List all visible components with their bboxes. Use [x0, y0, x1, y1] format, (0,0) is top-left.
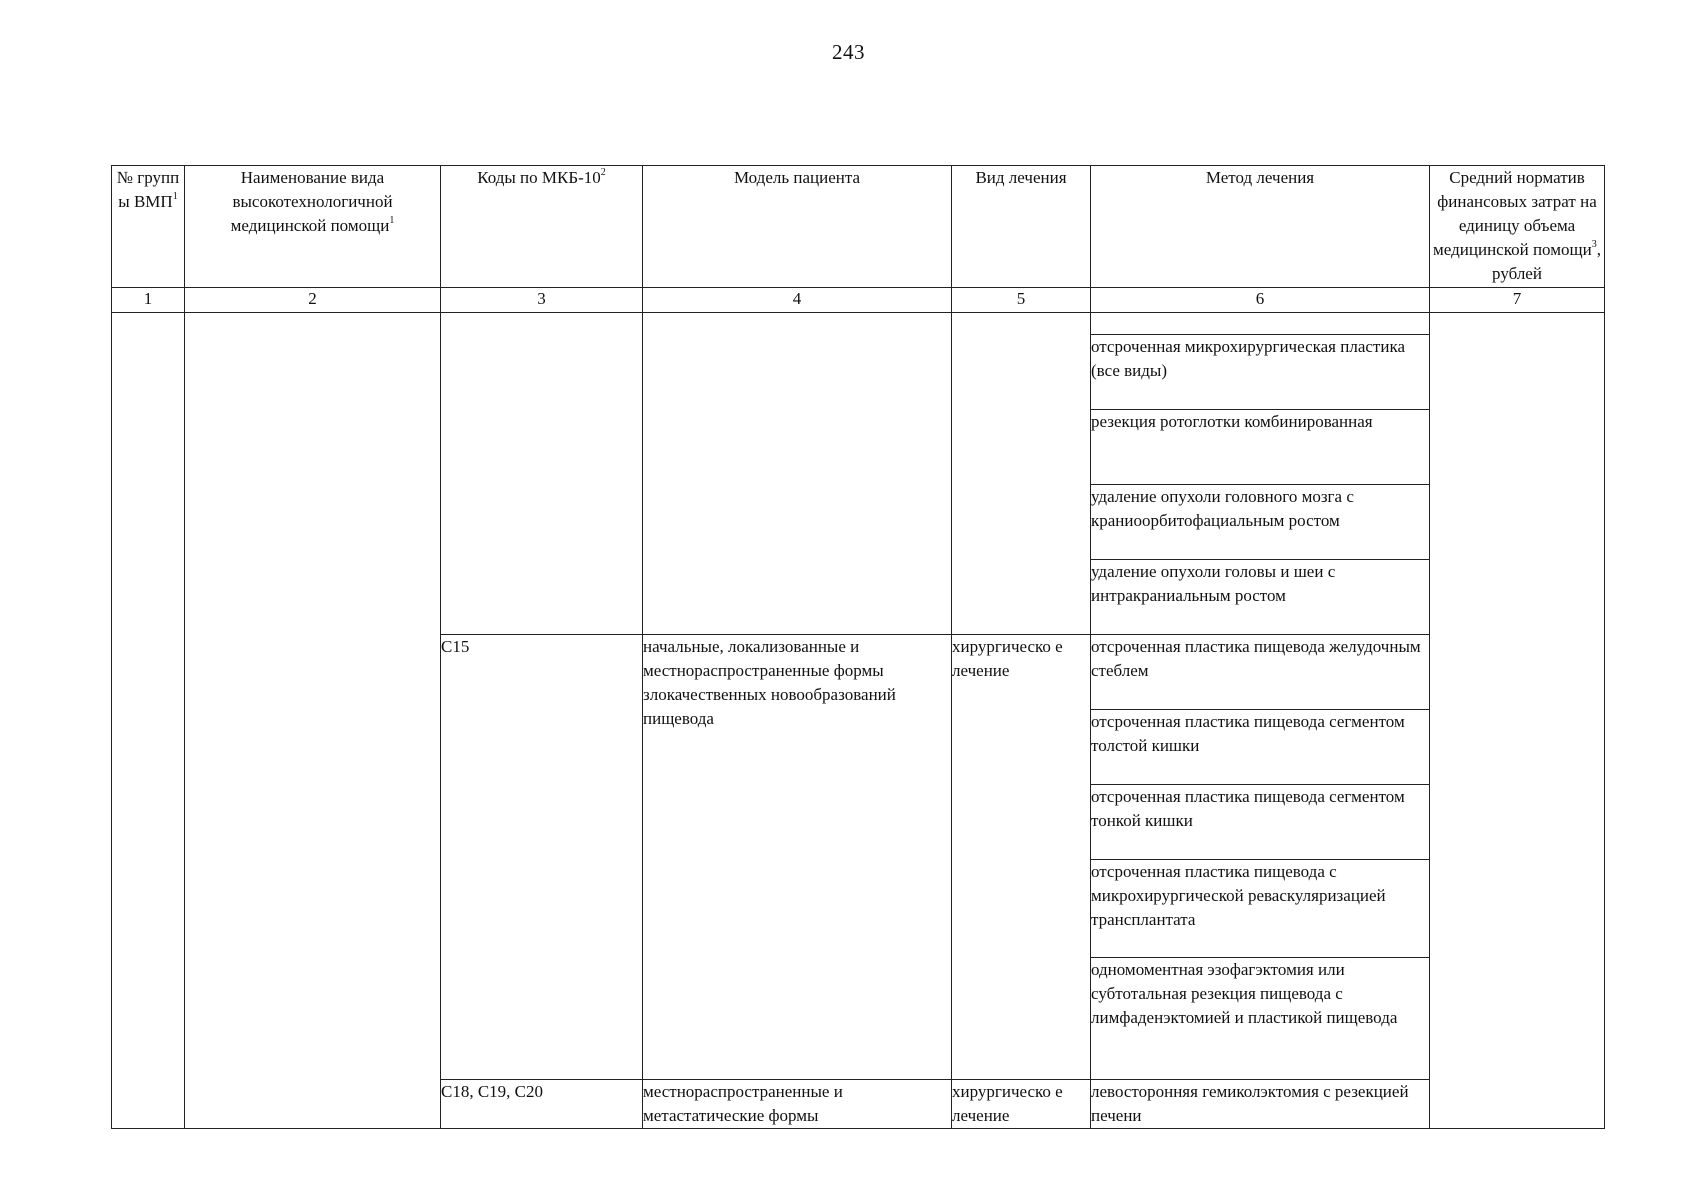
method-cell: отсроченная пластика пищевода желудочным стеблем	[1091, 635, 1430, 710]
column-number: 3	[441, 288, 643, 313]
column-number: 4	[643, 288, 952, 313]
group-number-cell	[112, 313, 185, 1129]
icd-code-cell: C18, C19, C20	[441, 1080, 643, 1129]
page-number: 243	[832, 40, 865, 64]
method-cell: отсроченная пластика пищевода сегментом тонкой кишки	[1091, 785, 1430, 860]
method-cell: удаление опухоли головы и шеи с интракраниальным ростом	[1091, 560, 1430, 635]
treatment-type-cell: хирургическо е лечение	[952, 1080, 1091, 1129]
method-cell: отсроченная пластика пищевода сегментом толстой кишки	[1091, 710, 1430, 785]
column-number: 2	[185, 288, 441, 313]
method-cell: отсроченная микрохирургическая пластика (все виды)	[1091, 335, 1430, 410]
column-number: 7	[1430, 288, 1605, 313]
method-cell: удаление опухоли головного мозга с краниоорбитофациальным ростом	[1091, 485, 1430, 560]
header-row	[112, 166, 1605, 288]
cost-cell	[1430, 313, 1605, 1129]
header-treatment-method: Метод лечения	[1091, 166, 1430, 288]
method-cell-empty	[1091, 313, 1430, 335]
column-number: 1	[112, 288, 185, 313]
method-cell: левосторонняя гемиколэктомия с резекцией печени	[1091, 1080, 1430, 1129]
header-care-type: Наименование вида высокотехнологичной медицинской помощи$^1$	[185, 166, 441, 288]
icd-code-cell	[441, 313, 643, 635]
treatment-type-cell: хирургическо е лечение	[952, 635, 1091, 1080]
header-patient-model: Модель пациента	[643, 166, 952, 288]
column-number: 6	[1091, 288, 1430, 313]
header-group-number: № групп ы ВМП$^1$	[112, 166, 185, 288]
treatment-type-cell	[952, 313, 1091, 635]
vmp-table	[111, 165, 1605, 1129]
care-type-cell	[185, 313, 441, 1129]
continuation-row	[112, 313, 1605, 335]
method-cell: резекция ротоглотки комбинированная	[1091, 410, 1430, 485]
method-cell: одномоментная эзофагэктомия или субтотальная резекция пищевода с лимфаденэктомией и пластикой пищевода	[1091, 958, 1430, 1080]
header-icd-codes: Коды по МКБ-$10^2$	[441, 166, 643, 288]
header-cost-standard: Средний норматив финансовых затрат на единицу объема медицинской помощи$^3$, рублей	[1430, 166, 1605, 288]
column-number: 5	[952, 288, 1091, 313]
method-cell: отсроченная пластика пищевода с микрохирургической реваскуляризацией трансплантата	[1091, 860, 1430, 958]
icd-code-cell: C15	[441, 635, 643, 1080]
header-treatment-type: Вид лечения	[952, 166, 1091, 288]
patient-model-cell: начальные, локализованные и местнораспространенные формы злокачественных новообразований пищевода	[643, 635, 952, 1080]
patient-model-cell	[643, 313, 952, 635]
column-number-row	[112, 288, 1605, 313]
patient-model-cell: местнораспространенные и метастатические формы	[643, 1080, 952, 1129]
